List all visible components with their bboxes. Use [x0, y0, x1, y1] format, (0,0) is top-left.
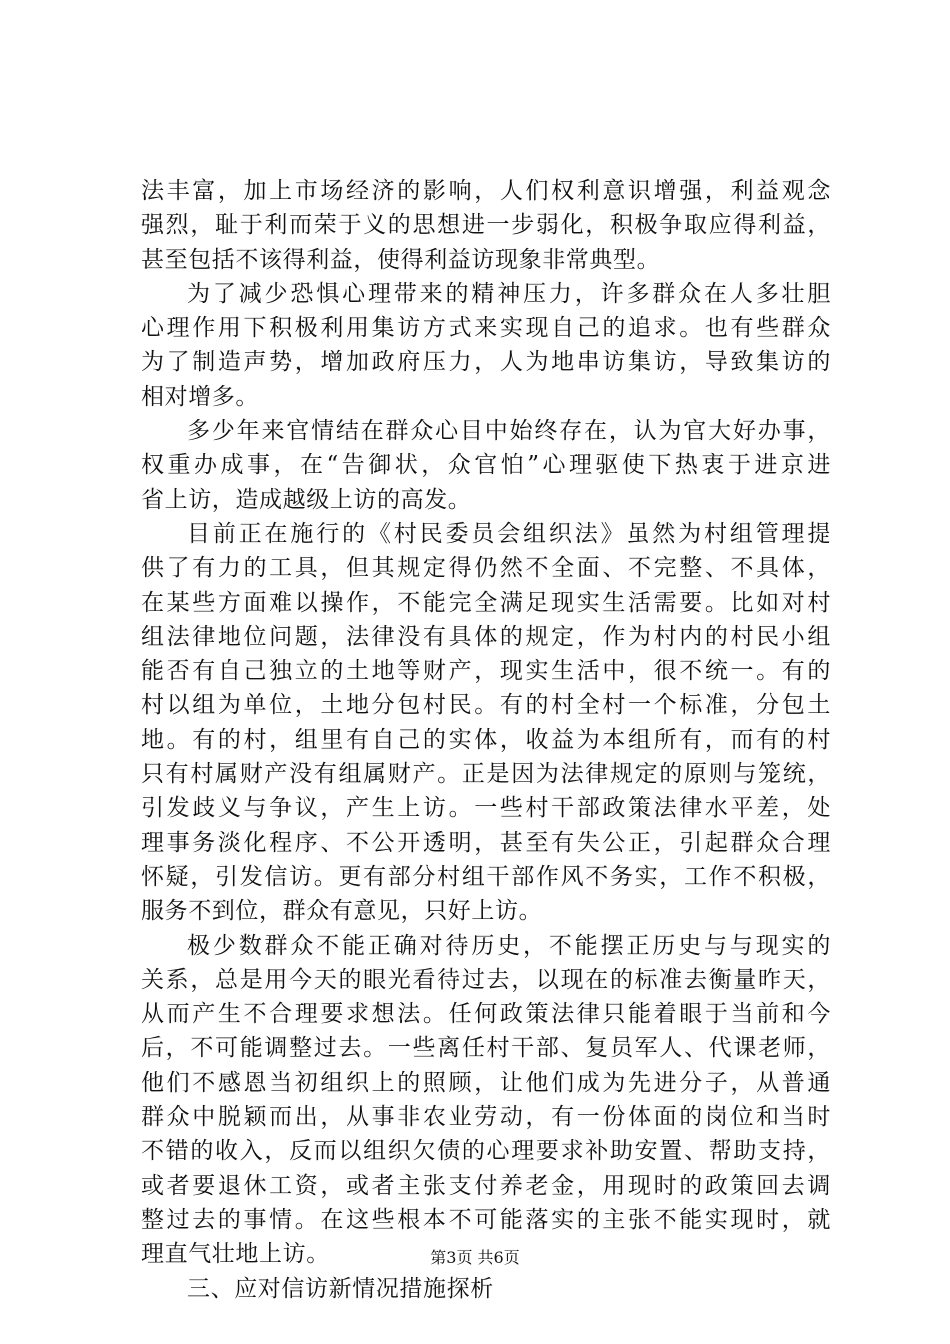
paragraph-line: 理事务淡化程序、不公开透明，甚至有失公正，引起群众合理: [141, 829, 831, 856]
paragraph-line: 整过去的事情。在这些根本不可能落实的主张不能实现时，就: [141, 1206, 831, 1233]
paragraph: [141, 277, 831, 414]
paragraph-line: 他们不感恩当初组织上的照顾，让他们成为先进分子，从普通: [141, 1069, 831, 1096]
paragraph-line: 目前正在施行的《村民委员会组织法》虽然为村组管理提: [187, 520, 831, 547]
paragraph-line: 怀疑，引发信访。更有部分村组干部作风不务实，工作不积极，: [141, 863, 831, 890]
paragraph-line: 甚至包括不该得利益，使得利益访现象非常典型。: [141, 246, 661, 273]
document-body: [141, 174, 831, 1272]
paragraph-line: 法丰富，加上市场经济的影响，人们权利意识增强，利益观念: [141, 178, 831, 204]
paragraph-line: 心理作用下积极利用集访方式来实现自己的追求。也有些群众: [141, 315, 831, 342]
paragraph: [141, 174, 831, 277]
paragraph: [141, 517, 831, 929]
page-footer: 第3页 共6页: [430, 1248, 520, 1267]
paragraph-line: 在某些方面难以操作，不能完全满足现实生活需要。比如对村: [141, 589, 831, 616]
paragraph-line: 多少年来官情结在群众心目中始终存在，认为官大好办事，: [187, 418, 831, 445]
paragraph-line: 能否有自己独立的土地等财产，现实生活中，很不统一。有的: [141, 658, 831, 685]
paragraph-line: 为了减少恐惧心理带来的精神压力，许多群众在人多壮胆: [187, 280, 831, 307]
paragraph-line: 理直气壮地上访。: [141, 1241, 330, 1268]
paragraph-line: 供了有力的工具，但其规定得仍然不全面、不完整、不具体，: [141, 555, 831, 582]
paragraph-line: 群众中脱颖而出，从事非农业劳动，有一份体面的岗位和当时: [141, 1104, 831, 1131]
paragraph-line: 为了制造声势，增加政府压力，人为地串访集访，导致集访的: [141, 349, 831, 376]
paragraph-line: 村以组为单位，土地分包村民。有的村全村一个标准，分包土: [141, 692, 831, 719]
section-heading: 三、应对信访新情况措施探析: [187, 1275, 494, 1302]
paragraph-line: 省上访，造成越级上访的高发。: [141, 486, 472, 513]
paragraph-line: 极少数群众不能正确对待历史，不能摆正历史与与现实的: [187, 932, 831, 959]
paragraph-line: 关系，总是用今天的眼光看待过去，以现在的标准去衡量昨天，: [141, 966, 831, 993]
paragraph-line: 地。有的村，组里有自己的实体，收益为本组所有，而有的村: [141, 726, 831, 753]
paragraph-line: 后，不可能调整过去。一些离任村干部、复员军人、代课老师，: [141, 1035, 831, 1062]
paragraph-line: 只有村属财产没有组属财产。正是因为法律规定的原则与笼统，: [141, 761, 831, 788]
paragraph: [141, 929, 831, 1272]
paragraph-line: 强烈，耻于利而荣于义的思想进一步弱化，积极争取应得利益，: [141, 212, 831, 239]
paragraph-line: 或者要退休工资，或者主张支付养老金，用现时的政策回去调: [141, 1172, 831, 1199]
paragraph-line: 组法律地位问题，法律没有具体的规定，作为村内的村民小组: [141, 623, 831, 650]
paragraph-line: 从而产生不合理要求想法。任何政策法律只能着眼于当前和今: [141, 1001, 831, 1028]
paragraph-line: 权重办成事，在“告御状，众官怕”心理驱使下热衷于进京进: [141, 452, 831, 479]
paragraph-line: 不错的收入，反而以组织欠债的心理要求补助安置、帮助支持，: [141, 1138, 831, 1165]
paragraph-line: 相对增多。: [141, 383, 259, 410]
paragraph-line: 服务不到位，群众有意见，只好上访。: [141, 898, 543, 925]
paragraph: [141, 414, 831, 517]
paragraph-line: 引发歧义与争议，产生上访。一些村干部政策法律水平差，处: [141, 795, 831, 822]
